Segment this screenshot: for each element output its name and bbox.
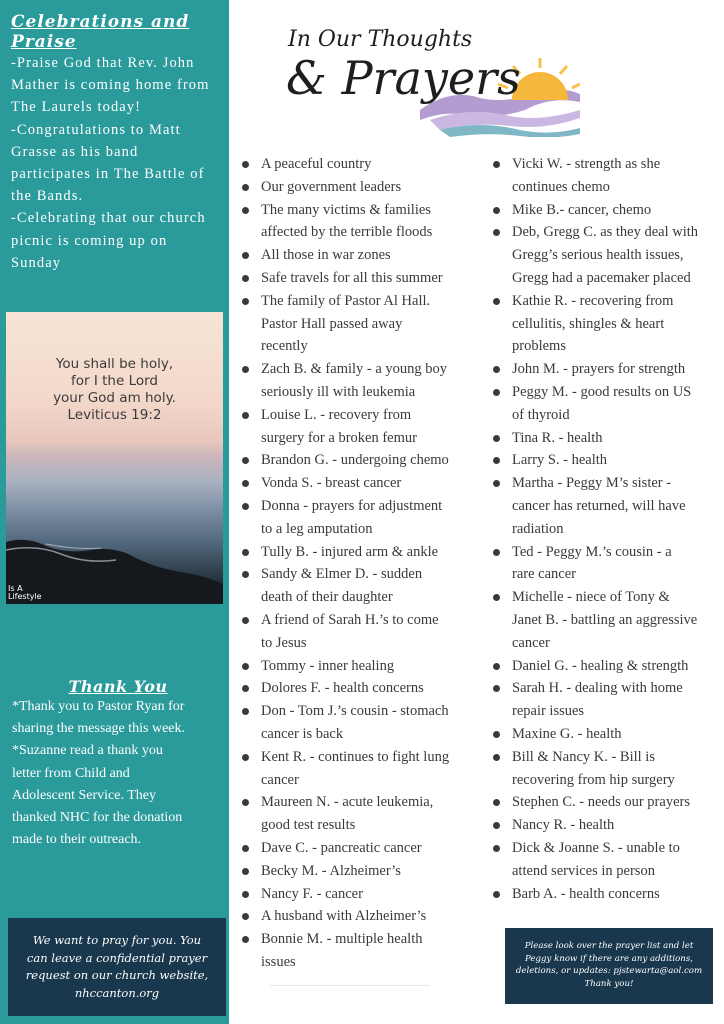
note-line: Thank you! [584, 978, 634, 989]
thoughts-and-prayers-logo [280, 2, 580, 137]
bullet-icon [242, 617, 249, 624]
prayer-item-line: Daniel G. - healing & strength [512, 657, 689, 674]
verse-text [6, 356, 223, 424]
prayer-item-line: affected by the terrible floods [261, 224, 433, 241]
prayer-item-line: Maureen N. - acute leukemia, [261, 794, 434, 811]
prayer-item-line: Maxine G. - health [512, 725, 622, 742]
prayer-item-line: The family of Pastor Al Hall. [261, 292, 431, 309]
prayer-item-line: Tully B. - injured arm & ankle [261, 543, 439, 560]
bullet-icon [493, 891, 500, 898]
bullet-icon [493, 389, 500, 396]
bullet-icon [242, 685, 249, 692]
bullet-icon [493, 754, 500, 761]
prayer-item-line: to Jesus [261, 634, 307, 651]
verse-line: for I the Lord [71, 373, 158, 389]
prayer-item-line: Tina R. - health [512, 429, 603, 446]
prayer-item-line: Safe travels for all this summer [261, 269, 443, 286]
prayer-item [489, 746, 721, 792]
bullet-icon [493, 480, 500, 487]
prayer-item-line: Barb A. - health concerns [512, 885, 660, 902]
prayer-item-line: Dolores F. - health concerns [261, 680, 424, 697]
celebrations-line: participates in The Battle of [11, 166, 205, 183]
prayer-item-line: Sarah H. - dealing with home [512, 680, 683, 697]
celebrations-line: Mather is coming home from [11, 77, 210, 94]
prayer-item-line: Our government leaders [261, 178, 402, 195]
prayer-item [489, 541, 721, 587]
bullet-icon [242, 799, 249, 806]
prayer-item [238, 655, 474, 678]
prayer-item-line: Nancy F. - cancer [261, 885, 363, 902]
prayer-item [489, 472, 721, 540]
prayer-item-line: death of their daughter [261, 589, 393, 606]
prayer-item-line: Zach B. & family - a young boy [261, 361, 448, 378]
celebrations-line: -Praise God that Rev. John [11, 55, 195, 71]
thank-you-section [12, 677, 224, 851]
bullet-icon [242, 298, 249, 305]
prayer-item-line: Dick & Joanne S. - unable to [512, 839, 680, 856]
prayer-item [489, 199, 721, 222]
prayer-item-line: cellulitis, shingles & heart [512, 315, 665, 332]
prayer-request-line: We want to pray for you. You [32, 933, 202, 947]
prayer-item-line: Kathie R. - recovering from [512, 292, 674, 309]
prayer-item [238, 290, 474, 358]
logo-title-line2: & Prayers [286, 51, 521, 105]
prayer-item-line: problems [512, 338, 566, 355]
photo-watermark [8, 585, 42, 601]
prayer-item [238, 404, 474, 450]
logo-title-line1: In Our Thoughts [288, 27, 473, 52]
left-sidebar [0, 0, 229, 1024]
prayer-item [489, 814, 721, 837]
prayer-item [489, 883, 721, 906]
prayer-item-line: Vicki W. - strength as she [512, 156, 661, 172]
bullet-icon [493, 663, 500, 670]
prayer-item [238, 928, 474, 974]
prayer-item [238, 677, 474, 700]
bullet-icon [493, 549, 500, 556]
bullet-icon [493, 845, 500, 852]
prayer-item-line: Pastor Hall passed away [261, 315, 403, 332]
watermark-line-2: Lifestyle [8, 592, 42, 601]
watermark-line-1: Is A [8, 584, 23, 593]
prayer-item [489, 723, 721, 746]
prayer-item-line: Mike B.- cancer, chemo [512, 201, 652, 218]
prayer-item [489, 837, 721, 883]
bullet-icon [242, 252, 249, 259]
prayer-item-line: continues chemo [512, 178, 610, 195]
prayer-item [238, 199, 474, 245]
prayer-item [238, 609, 474, 655]
prayer-item-line: Stephen C. - needs our prayers [512, 794, 690, 811]
prayer-item [238, 791, 474, 837]
bullet-icon [242, 845, 249, 852]
bullet-icon [242, 366, 249, 373]
bullet-icon [493, 207, 500, 214]
bullet-icon [242, 503, 249, 510]
verse-photo [6, 312, 223, 604]
note-line: Please look over the prayer list and let [524, 941, 694, 951]
prayer-item-line: All those in war zones [261, 247, 391, 264]
celebrations-line: Grasse as his band [11, 143, 139, 160]
verse-line: Leviticus 19:2 [67, 407, 162, 423]
prayer-item-line: Bonnie M. - multiple health [261, 931, 423, 948]
bullet-icon [242, 936, 249, 943]
celebrations-line: Sunday [11, 254, 62, 271]
prayer-item [238, 700, 474, 746]
prayer-item-line: Louise L. - recovery from [261, 406, 412, 423]
prayer-item-line: good test results [261, 817, 356, 834]
prayer-item-line: issues [261, 953, 296, 970]
prayer-item [489, 290, 721, 358]
bullet-icon [242, 549, 249, 556]
bullet-icon [493, 366, 500, 373]
celebrations-line: picnic is coming up on [11, 232, 168, 249]
bullet-icon [242, 480, 249, 487]
bullet-icon [493, 799, 500, 806]
prayer-item [238, 267, 474, 290]
bullet-icon [242, 708, 249, 715]
prayer-item-line: repair issues [512, 703, 585, 720]
celebrations-line: the Bands. [11, 188, 84, 205]
prayer-item [238, 905, 474, 928]
prayer-list-right [489, 153, 721, 905]
celebrations-line: -Celebrating that our church [11, 210, 206, 227]
prayer-item [489, 655, 721, 678]
bullet-icon [242, 207, 249, 214]
prayer-item-line: A peaceful country [261, 156, 372, 172]
prayer-item [238, 449, 474, 472]
prayer-item-line: Brandon G. - undergoing chemo [261, 452, 449, 469]
thank-you-line: *Thank you to Pastor Ryan for [12, 699, 185, 714]
prayer-item-line: Becky M. - Alzheimer’s [261, 862, 401, 879]
prayer-item-line: Janet B. - battling an aggressive [512, 611, 698, 628]
verse-line: You shall be holy, [55, 356, 174, 372]
prayer-item-line: to a leg amputation [261, 520, 373, 537]
prayer-item [238, 176, 474, 199]
celebrations-title: Celebrations and Praise [11, 12, 190, 52]
bullet-icon [242, 891, 249, 898]
prayer-item [489, 677, 721, 723]
prayer-item [238, 541, 474, 564]
bullet-icon [242, 913, 249, 920]
note-line: deletions, or updates: pjstewarta@aol.com [515, 966, 703, 976]
bullet-icon [493, 435, 500, 442]
bullet-icon [242, 275, 249, 282]
prayer-item-line: Martha - Peggy M’s sister - [512, 475, 672, 492]
prayer-item [238, 883, 474, 906]
bullet-icon [242, 663, 249, 670]
bullet-icon [242, 754, 249, 761]
thank-you-line: letter from Child and [12, 765, 130, 781]
celebrations-section [11, 12, 225, 274]
bullet-icon [242, 161, 249, 168]
prayer-item-line: rare cancer [512, 566, 576, 583]
prayer-item-line: Larry S. - health [512, 452, 608, 469]
prayer-request-line: can leave a confidential prayer [26, 950, 208, 965]
bullet-icon [242, 868, 249, 875]
prayer-item [238, 244, 474, 267]
prayer-item-line: seriously ill with leukemia [261, 383, 416, 400]
prayer-item-line: Dave C. - pancreatic cancer [261, 839, 422, 856]
prayer-item-line: surgery for a broken femur [261, 429, 417, 446]
prayer-item-line: radiation [512, 520, 564, 537]
thank-you-title: Thank You [68, 677, 168, 696]
prayer-item-line: cancer has returned, will have [512, 497, 686, 514]
prayer-item-line: A husband with Alzheimer’s [261, 908, 427, 925]
prayer-item-line: Don - Tom J.’s cousin - stomach [261, 703, 449, 720]
bullet-icon [242, 412, 249, 419]
prayer-item-line: Gregg’s serious health issues, [512, 247, 684, 264]
prayer-item-line: Kent R. - continues to fight lung [261, 748, 450, 765]
bullet-icon [493, 161, 500, 168]
thank-you-line: Adolescent Service. They [12, 787, 156, 803]
prayer-item [238, 472, 474, 495]
prayer-item-line: cancer [512, 634, 550, 651]
prayer-item [489, 449, 721, 472]
bullet-icon [493, 731, 500, 738]
bullet-icon [493, 594, 500, 601]
prayer-item-line: of thyroid [512, 406, 570, 423]
prayer-item [489, 153, 721, 199]
thank-you-line: thanked NHC for the donation [12, 810, 183, 826]
prayer-item-line: A friend of Sarah H.’s to come [261, 611, 439, 628]
prayer-item-line: Donna - prayers for adjustment [261, 497, 443, 514]
prayer-item-line: cancer is back [261, 725, 344, 742]
bullet-icon [242, 184, 249, 191]
prayer-item [238, 746, 474, 792]
celebrations-line: -Congratulations to Matt [11, 121, 181, 138]
bullet-icon [493, 685, 500, 692]
prayer-item-line: attend services in person [512, 862, 655, 879]
prayer-item [238, 358, 474, 404]
verse-line: your God am holy. [53, 390, 176, 406]
list-update-note-box [505, 928, 713, 1004]
bullet-icon [493, 457, 500, 464]
prayer-item [238, 860, 474, 883]
prayer-item [489, 381, 721, 427]
prayer-item-line: Gregg had a pacemaker placed [512, 269, 691, 286]
prayer-item-line: Peggy M. - good results on US [512, 383, 692, 400]
prayer-item [238, 153, 474, 176]
prayer-item-line: cancer [261, 771, 299, 788]
prayer-item-line: Deb, Gregg C. as they deal with [512, 224, 699, 241]
prayer-item-line: Vonda S. - breast cancer [261, 475, 402, 492]
prayer-item-line: Michelle - niece of Tony & [512, 589, 670, 606]
celebrations-line: The Laurels today! [11, 99, 142, 116]
divider-line [270, 985, 430, 986]
prayer-item [489, 427, 721, 450]
thank-you-line: sharing the message this week. [12, 721, 186, 737]
prayer-request-box [8, 918, 226, 1016]
prayer-item-line: Tommy - inner healing [261, 657, 395, 674]
prayer-item-line: The many victims & families [261, 201, 431, 218]
prayer-item [238, 837, 474, 860]
prayer-item [489, 791, 721, 814]
prayer-item-line: Bill & Nancy K. - Bill is [512, 748, 655, 765]
prayer-item-line: Ted - Peggy M.’s cousin - a [512, 543, 672, 560]
prayer-item-line: recovering from hip surgery [512, 771, 675, 788]
bullet-icon [493, 229, 500, 236]
thank-you-text [12, 696, 224, 851]
prayer-list-left [238, 153, 474, 974]
bullet-icon [493, 822, 500, 829]
prayer-request-line: nhccanton.org [74, 985, 160, 1000]
bullet-icon [242, 571, 249, 578]
prayer-item [238, 563, 474, 609]
prayer-item [238, 495, 474, 541]
celebrations-text [11, 52, 225, 274]
prayer-item-line: recently [261, 338, 308, 355]
note-line: Peggy know if there are any additions, [525, 953, 693, 964]
prayer-item-line: Nancy R. - health [512, 817, 615, 834]
bullet-icon [493, 298, 500, 305]
prayer-item-line: John M. - prayers for strength [512, 361, 686, 378]
prayer-item-line: Sandy & Elmer D. - sudden [261, 566, 423, 583]
thank-you-line: *Suzanne read a thank you [12, 743, 163, 759]
prayer-item [489, 221, 721, 289]
thank-you-line: made to their outreach. [12, 832, 142, 848]
prayer-item [489, 358, 721, 381]
prayer-request-line: request on our church website, [25, 968, 209, 982]
bullet-icon [242, 457, 249, 464]
prayer-item [489, 586, 721, 654]
